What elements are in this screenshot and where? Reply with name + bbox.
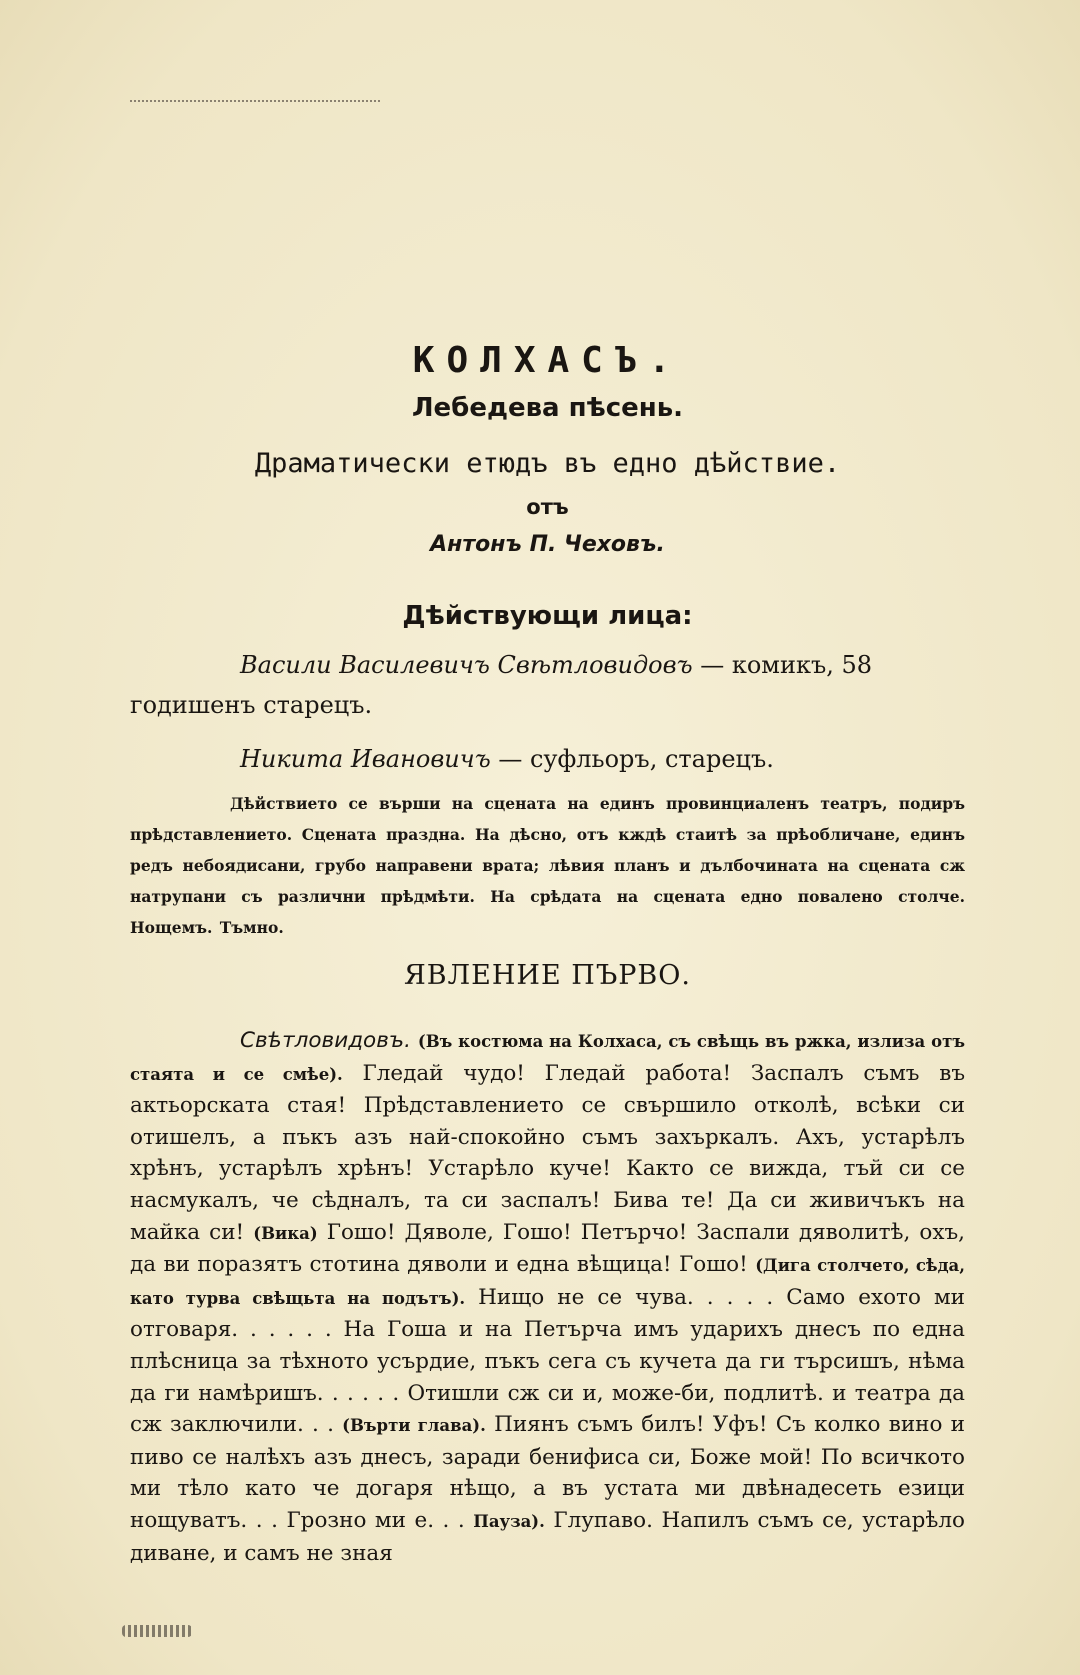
speaker-name: Свѣтловидовъ.	[240, 1028, 411, 1053]
scene-heading: ЯВЛЕНИЕ ПЪРВО.	[404, 960, 691, 991]
speech-text: Нищо не се чува. . . . . Само ехото ми отговаря. . . . . . На Гоша и на Петърча имъ ударихъ днесъ по една плѣсница за тѣхното усърдие, пъкъ сега съ кучета да ги търсишъ, нѣма да ги намѣришъ. . . . . . Отишли сж си и, може-би, подлитѣ. и театра да сж заключили. . .	[130, 1284, 965, 1438]
speech-text: Пиянъ съмъ билъ! Уфъ! Съ колко вино и пиво се налѣхъ азъ днесъ, заради бенифиса си, Боже мой! По всичкото ми тѣло като че догаря нѣщо, а въ устата ми двѣнадесеть езици нощуватъ. . . Грозно ми е. . .	[130, 1412, 965, 1533]
play-subtitle: Лебедева пѣсень.	[411, 393, 684, 423]
cast-heading: Дѣйствующи лица:	[402, 601, 693, 631]
stage-direction: Пауза).	[473, 1511, 545, 1531]
monologue	[130, 1025, 965, 1569]
stage-direction: (Дига столчето, сѣда, като турва свѣщьта на подътъ).	[130, 1256, 965, 1308]
stage-setting: Дѣйствието се върши на сцената на единъ провинциаленъ театръ, подиръ прѣдставлението. Сцената праздна. На дѣсно, отъ кждѣ стаитѣ за прѣобличане, единъ редъ небоядисани, грубо направени врата; лѣвия планъ и дълбочината на сцената сж натрупани съ различни прѣдмѣти. На срѣдата на сцената едно повалено столче. Нощемъ. Тъмно.	[130, 794, 965, 937]
stage-direction: (Въ костюма на Колхаса, съ свѣщь въ ржка, излиза отъ стаята и се смѣе).	[130, 1032, 965, 1084]
ink-smudge	[122, 1625, 192, 1637]
stage-direction: (Върти глава).	[342, 1416, 486, 1436]
speech-text: Глупаво. Напилъ съмъ се, устарѣло диване, и самъ не зная	[130, 1507, 965, 1566]
author-name: Антонъ П. Чеховъ.	[430, 532, 665, 557]
play-genre: Драматически етюдъ въ едно дѣйствие.	[254, 448, 841, 479]
stage-direction: (Вика)	[253, 1223, 318, 1243]
cast-member-name: Васили Василевичъ Свѣтловидовъ	[240, 651, 693, 679]
author-preposition: отъ	[526, 495, 569, 519]
cast-list	[130, 645, 965, 779]
play-title: КОЛХАСЪ.	[412, 340, 683, 381]
top-dotted-rule	[130, 100, 380, 102]
speech-text: Гошо! Дяволе, Гошо! Петърчо! Заспали дяволитѣ, охъ, да ви поразятъ стотина дяволи и една вѣщица! Гошо!	[130, 1219, 966, 1278]
cast-member-desc: — комикъ, 58 годишенъ старецъ.	[130, 651, 873, 719]
cast-member	[130, 645, 965, 725]
cast-member-name: Никита Ивановичъ	[240, 745, 491, 773]
speech-text: Гледай чудо! Гледай работа! Заспалъ съмъ въ актьорската стая! Прѣдставлението се свършило отколѣ, всѣки си отишелъ, а пъкъ азъ най-спокойно съмъ захъркалъ. Ахъ, устарѣлъ хрѣнъ, устарѣлъ хрѣнъ! Устарѣло куче! Както се вижда, тъй си се насмукалъ, че сѣдналъ, та си заспалъ! Бива те! Да си живичъкъ на майка си!	[130, 1060, 965, 1245]
cast-member	[130, 739, 965, 779]
cast-member-desc: — суфльоръ, старецъ.	[490, 745, 774, 773]
